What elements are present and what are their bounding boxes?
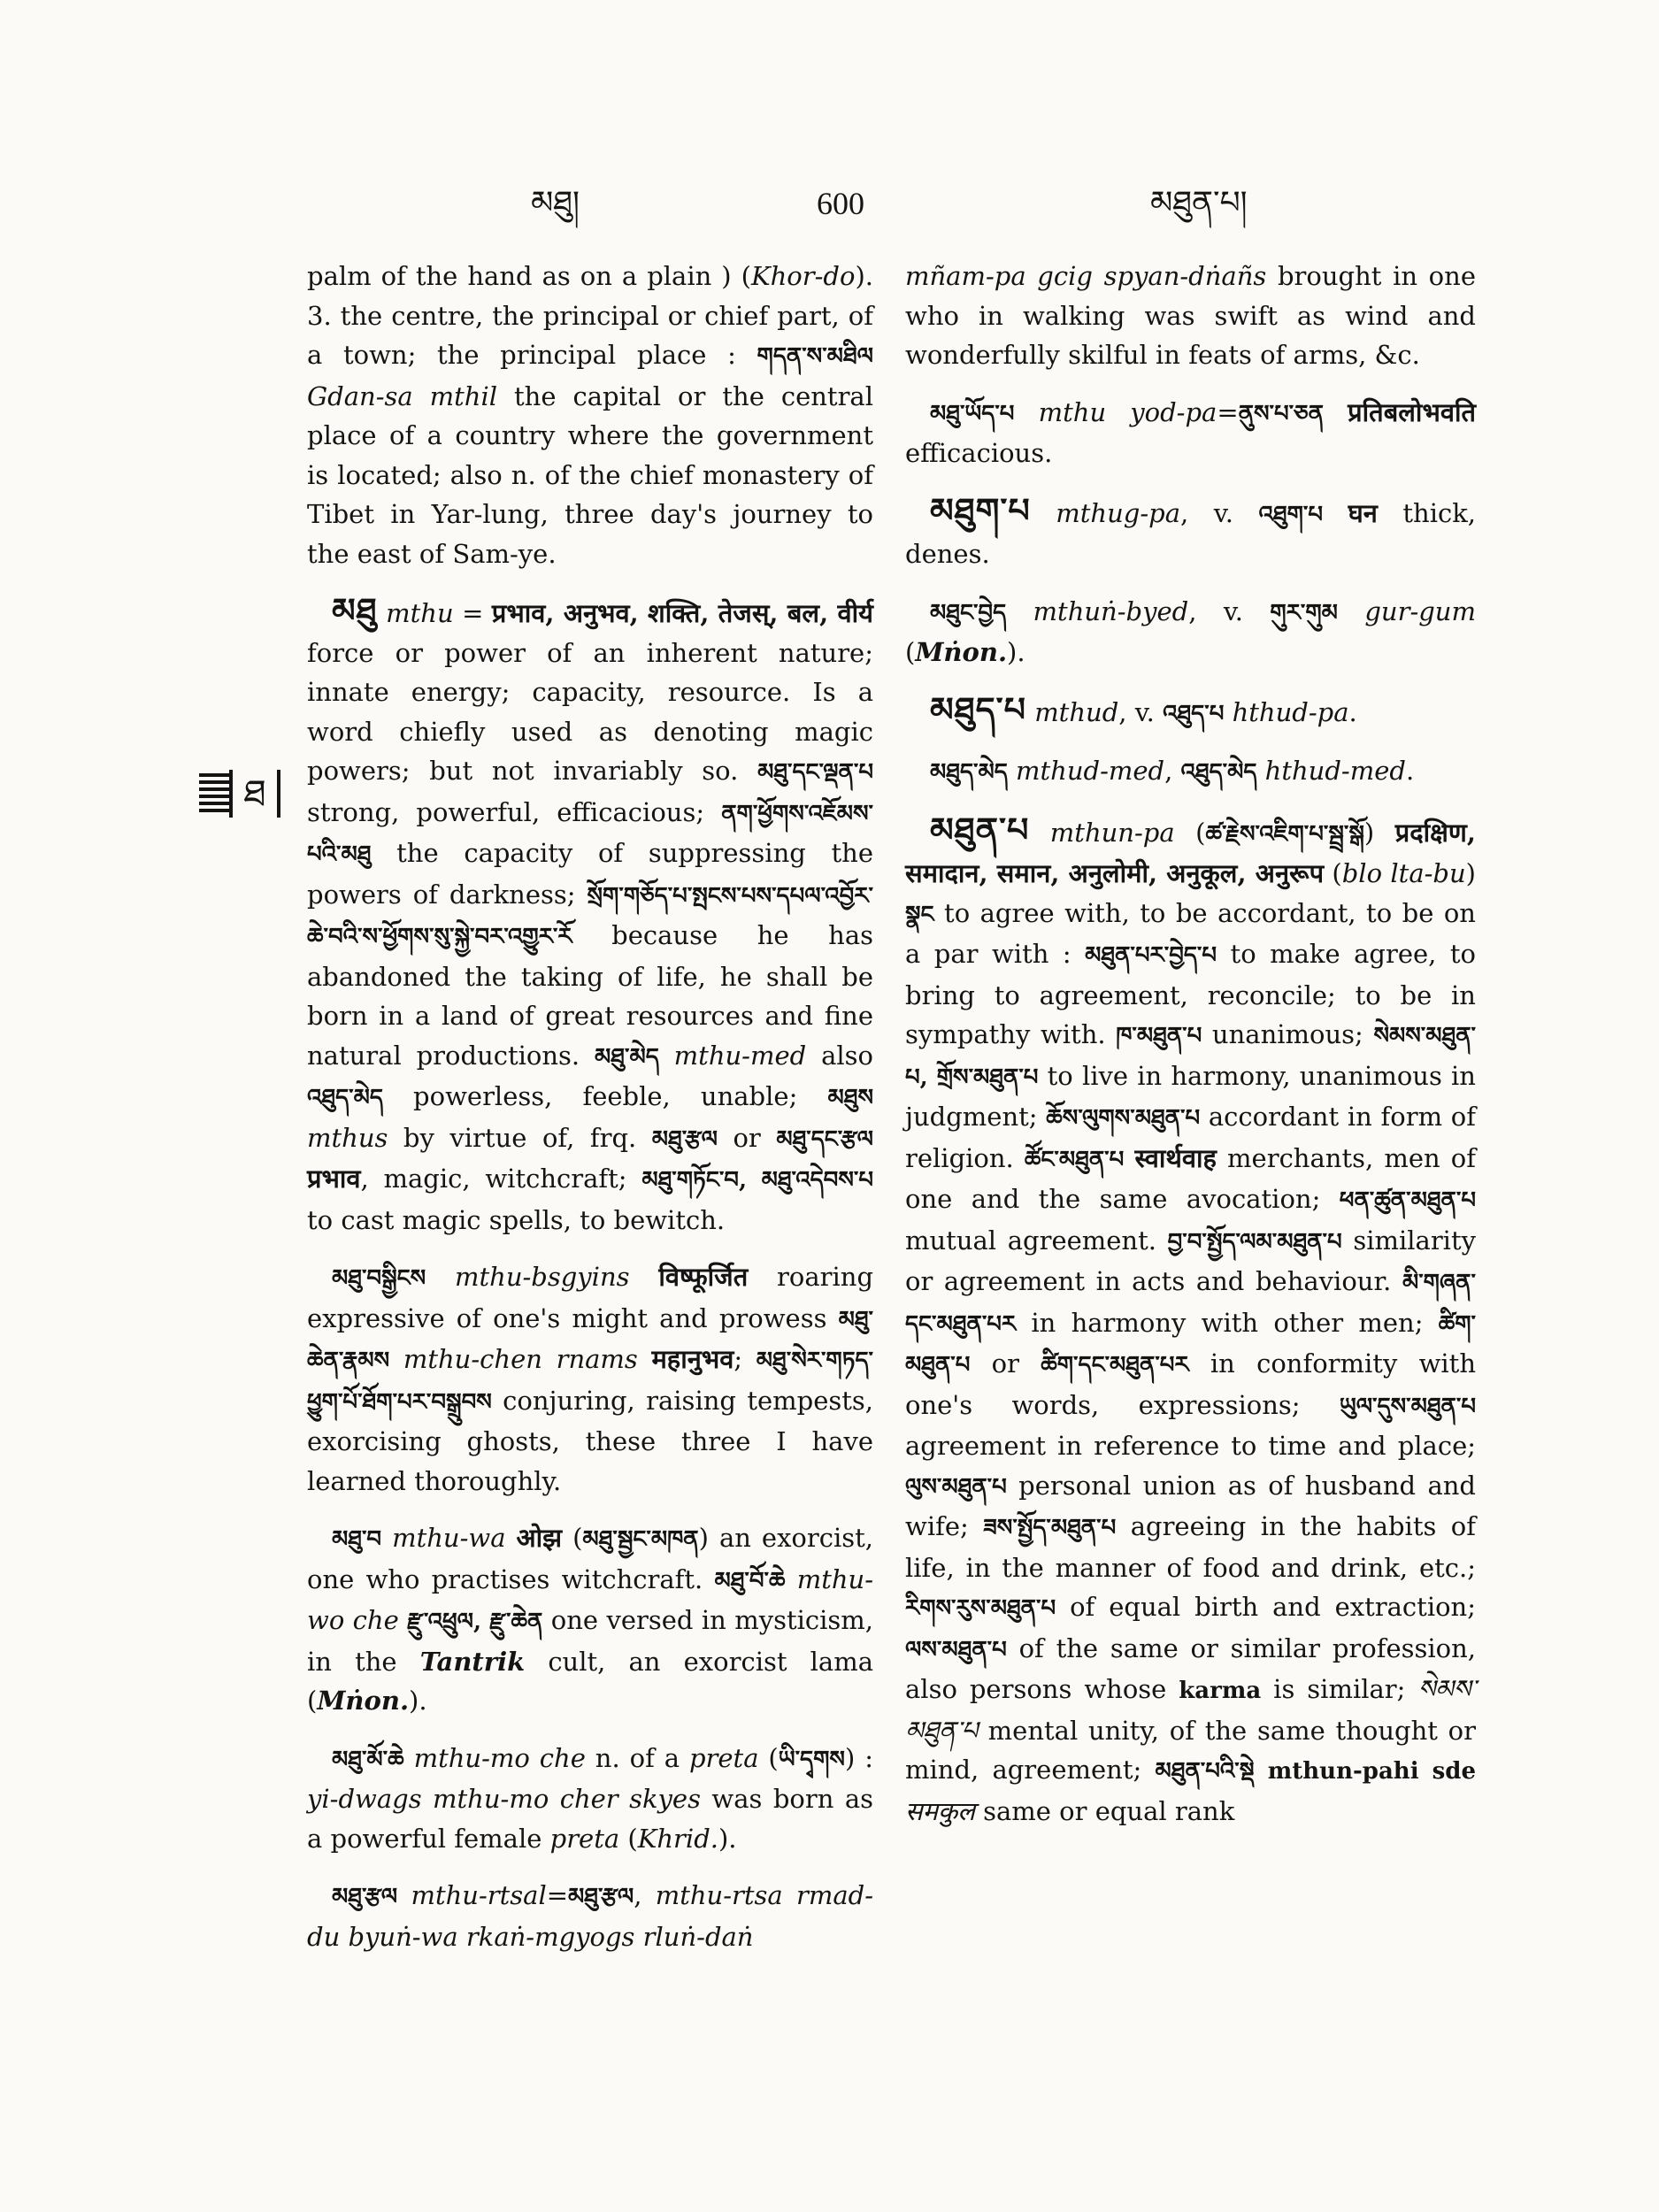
entry-mthu-wa: མཐུ་བ mthu-wa ओझ (མཐུ་སྦྱང་མཁན) an exorcist, one who practises witchcraft. མཐུ་བོ་ཆེ mthu-wo che རྫུ་འཕྲུལ, རྫུ་ཆེན one versed in mysticism, in the Tantrik cult, an exorcist lama (Mṅon.). [307, 1523, 874, 1716]
header-left-headword: མཐུ། [531, 185, 580, 221]
right-column [905, 257, 1476, 1848]
entry-mthu-yod-pa: མཐུ་ཡོད་པ mthu yod-pa=ནུས་པ་ཅན प्रतिबलोभवति efficacious. [905, 396, 1476, 468]
entry-mthud-med: མཐུད་མེད mthud-med, འཐུད་མེད hthud-med. [930, 756, 1415, 786]
entry-mthu-mo-che: མཐུ་མོ་ཆེ mthu-mo che n. of a preta (ཡི་དྭགས) : yi-dwags mthu-mo cher skyes was born as a powerful female preta (Khrid.). [307, 1742, 873, 1854]
entry-mthu-rtsal: མཐུ་རྩལ mthu-rtsal=མཐུ་རྩལ, mthu-rtsa rmad-du byuṅ-wa rkaṅ-mgyogs rluṅ-daṅ [307, 1880, 874, 1952]
side-mark-glyph: ཐ [229, 770, 280, 818]
left-column [307, 257, 873, 1974]
entry-mthu: མཐུ mthu = प्रभाव, अनुभव, शक्ति, तेजस्, बल, वीर्य force or power of an inherent nature; innate energy; capacity, resource. Is a word chiefly used as denoting magic powers; but not invariably so. མཐུ་དང་ལྡན་པ strong, powerful, efficacious; ནག་ཕྱོགས་འཇོམས་པའི་མཐུ the capacity of suppressing the powers of darkness; སྲོག་གཅོད་པ་སྤངས་པས་དཔལ་འབྱོར་ཆེ་བའི་ས་ཕྱོགས་སུ་སྐྱེ་བར་འགྱུར་རོ because he has abandoned the taking of life, he shall be born in a land of great resources and fine natural productions. མཐུ་མེད mthu-med also འཐུད་མེད powerless, feeble, unable; མཐུས mthus by virtue of, frq. མཐུ་རྩལ or མཐུ་དང་རྩལ प्रभाव, magic, witchcraft; མཐུ་གཏོང་བ, མཐུ་འདེབས་པ to cast magic spells, to bewitch. [307, 590, 873, 1235]
entry-mthil-continued: palm of the hand as on a plain ) (Khor-do). 3. the centre, the principal or chief part, of a town; the principal place : གདན་ས་མཐིལ Gdan-sa mthil the capital or the central place of a country where the government is located; also n. of the chief monastery of Tibet in Yar-lung, three day's journey to the east of Sam-ye. [307, 261, 873, 569]
page-header [0, 177, 1659, 230]
page-number: 600 [817, 186, 864, 221]
tibetan-letter-tha-marker-icon [199, 770, 275, 818]
entry-mthud-pa: མཐུད་པ mthud, v. འཐུད་པ hthud-pa. [930, 688, 1357, 729]
entry-mthu-rtsal-continued: mñam-pa gcig spyan-dṅañs brought in one who in walking was swift as wind and wonderfully skilful in feats of arms, &c. [905, 261, 1476, 370]
entry-mthug-pa: མཐུག་པ mthug-pa, v. འཐུག་པ घन thick, denes. [905, 489, 1477, 569]
entry-mthun-byed: མཐུང་བྱེད mthuṅ-byed, v. གུར་གུམ gur-gum (Mṅon.). [905, 595, 1476, 667]
entry-mthu-bsgyins: མཐུ་བསྒྱིངས mthu-bsgyins विष्फूर्जित roaring expressive of one's might and prowess མཐུ་ཆེན་རྣམས mthu-chen rnams महानुभव; མཐུ་སེར་གཏད་ཕྱུག་པོ་ཐོག་པར་བསྒྲུབས conjuring, raising tempests, exorcising ghosts, these three I have learned thoroughly. [307, 1262, 874, 1496]
side-mark-lines [199, 773, 231, 814]
header-right-headword: མཐུན་པ། [1150, 185, 1248, 221]
entry-mthun-pa: མཐུན་པ mthun-pa (ཚ་རྗེས་འཇིག་པ་སྦྲ་སྒོ) प्रदक्षिण, समादान, समान, अनुलोमी, अनुकूल, अनुरूप (blo lta-bu) སྣང to agree with, to be accordant, to be on a par with : མཐུན་པར་བྱེད་པ to make agree, to bring to agreement, reconcile; to be in sympathy with. ཁ་མཐུན་པ unanimous; སེམས་མཐུན་པ, གྲོས་མཐུན་པ to live in harmony, unanimous in judgment; ཆོས་ལུགས་མཐུན་པ accordant in form of religion. ཚོང་མཐུན་པ स्वार्थवाह merchants, men of one and the same avocation; ཕན་ཚུན་མཐུན་པ mutual agreement. བྱ་བ་སྤྱོད་ལམ་མཐུན་པ similarity or agreement in acts and behaviour. མི་གཞན་དང་མཐུན་པར in harmony with other men; ཚིག་མཐུན་པ or ཚིག་དང་མཐུན་པར in conformity with one's words, expressions; ཡུལ་དུས་མཐུན་པ agreement in reference to time and place; ལུས་མཐུན་པ personal union as of husband and wife; ཟས་སྤྱོད་མཐུན་པ agreeing in the habits of life, in the manner of food and drink, etc.; རིགས་རུས་མཐུན་པ of equal birth and extraction; ལས་མཐུན་པ of the same or similar profession, also persons whose karma is similar; སེམས་མཐུན་པ mental unity, of the same thought or mind, agreement; མཐུན་པའི་སྡེ mthun-pahi sde समकुल same or equal rank [905, 809, 1477, 1826]
